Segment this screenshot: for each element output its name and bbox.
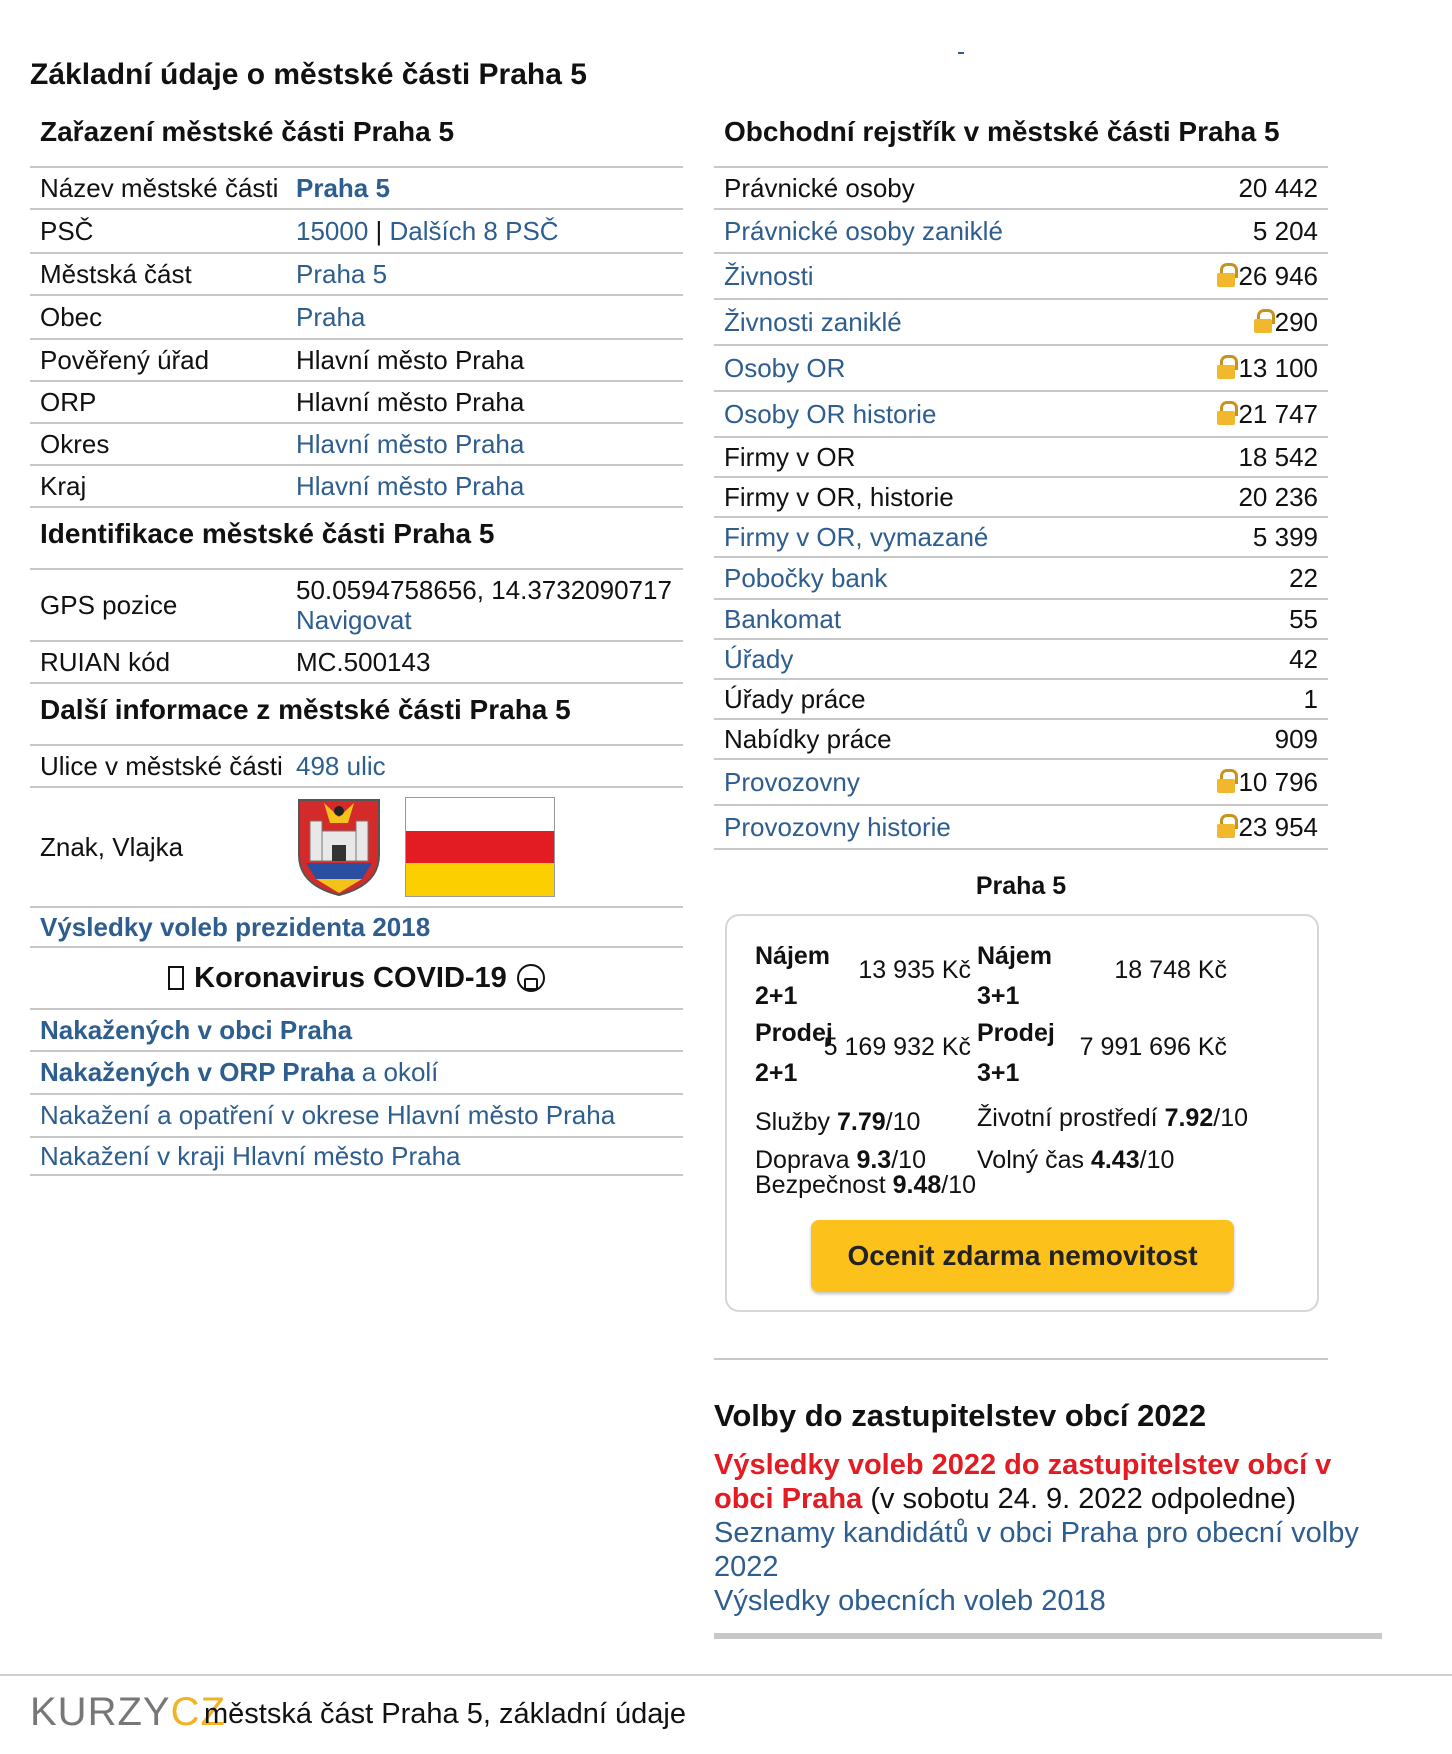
table-row	[30, 380, 683, 422]
separator: |	[368, 215, 390, 246]
registry-label[interactable]: Bankomat	[724, 603, 842, 634]
registry-row	[714, 718, 1328, 758]
volby-2018-link[interactable]: Výsledky obecních voleb 2018	[714, 1585, 1106, 1617]
row-label: Obec	[40, 301, 103, 332]
face-mask-icon	[517, 964, 545, 992]
registry-value	[1238, 482, 1318, 513]
registry-label: Nabídky práce	[724, 723, 892, 754]
covid-link-obec[interactable]: Nakažených v obci Praha	[40, 1014, 353, 1045]
registry-label[interactable]: Pobočky bank	[724, 562, 888, 593]
volby-date-note: (v sobotu 24. 9. 2022 odpoledne)	[862, 1483, 1296, 1515]
registry-value	[1238, 442, 1318, 473]
registry-value	[1275, 724, 1318, 755]
registry-value-text: 10 796	[1238, 766, 1318, 797]
row-label: Název městské části	[40, 172, 279, 203]
link-okres[interactable]: Hlavní město Praha	[296, 428, 525, 459]
footer	[0, 1674, 1452, 1754]
covid-link-orp-bold: Nakažených v ORP Praha	[40, 1057, 355, 1087]
lock-icon	[1216, 355, 1236, 379]
registry-label[interactable]: Živnosti	[724, 260, 814, 291]
lock-icon	[1216, 401, 1236, 425]
lock-icon	[1216, 769, 1236, 793]
registry-row	[714, 678, 1328, 718]
registry-value-text: 5 399	[1252, 521, 1318, 552]
link-dalsi-psc[interactable]: Dalších 8 PSČ	[389, 215, 559, 246]
registry-value	[1253, 522, 1318, 553]
registry-row	[714, 476, 1328, 516]
registry-label[interactable]: Osoby OR historie	[724, 398, 937, 429]
registry-label: Firmy v OR, historie	[724, 481, 954, 512]
registry-value	[1253, 216, 1318, 247]
registry-row	[714, 436, 1328, 476]
list-item	[30, 1050, 683, 1093]
registry-label[interactable]: Živnosti zaniklé	[724, 306, 902, 337]
prodej-21-label: Prodej 2+1	[755, 1019, 833, 1087]
row-label: PSČ	[40, 215, 94, 246]
registry-value	[1253, 307, 1318, 338]
volby-2022-results-link[interactable]: Výsledky voleb 2022 do zastupitelstev obcí v obci Praha	[714, 1449, 1332, 1515]
registry-row	[714, 598, 1328, 638]
left-column	[30, 108, 683, 1176]
table-row	[30, 338, 683, 380]
table-row	[30, 422, 683, 464]
zivotni-prostredi-score: Životní prostředí 7.92/10	[977, 1104, 1249, 1132]
table-row	[30, 294, 683, 338]
row-value: Hlavní město Praha	[296, 344, 525, 375]
bezpecnost-score: Bezpečnost 9.48/10	[755, 1171, 977, 1199]
prodej-31-label: Prodej 3+1	[977, 1019, 1055, 1087]
section-heading-identifikace: Identifikace městské části Praha 5	[30, 506, 683, 568]
registry-value-text: 18 542	[1238, 441, 1318, 472]
registry-value	[1238, 173, 1318, 204]
vysledky-prezident-link[interactable]: Výsledky voleb prezidenta 2018	[40, 911, 431, 942]
real-estate-card	[725, 914, 1319, 1312]
sluzby-score: Služby 7.79/10	[755, 1108, 921, 1136]
row-label: RUIAN kód	[40, 646, 171, 677]
ruian-value: MC.500143	[296, 646, 431, 677]
footer-caption: městská část Praha 5, základní údaje	[204, 1698, 686, 1730]
kurzy-logo: KURZYCZ	[30, 1690, 226, 1734]
registry-label: Úřady práce	[724, 683, 866, 714]
link-nazev[interactable]: Praha 5	[296, 172, 390, 203]
divider	[714, 1358, 1328, 1360]
registry-value-text: 55	[1289, 603, 1318, 634]
list-item	[30, 1136, 683, 1176]
registry-value-text: 26 946	[1238, 260, 1318, 291]
registry-label: Právnické osoby	[724, 172, 915, 203]
lock-icon	[1216, 814, 1236, 838]
section-heading-dalsi: Další informace z městské části Praha 5	[30, 682, 683, 744]
kandidati-link[interactable]: Seznamy kandidátů v obci Praha pro obecní volby 2022	[714, 1517, 1359, 1583]
row-label: GPS pozice	[40, 589, 178, 620]
link-psc[interactable]: 15000	[296, 215, 369, 246]
prodej-21-value: 5 169 932 Kč	[823, 1033, 971, 1061]
table-row	[30, 640, 683, 682]
volny-cas-score: Volný čas 4.43/10	[977, 1146, 1175, 1174]
volby-section	[714, 1398, 1384, 1618]
registry-row	[714, 556, 1328, 598]
row-value: Hlavní město Praha	[296, 386, 525, 417]
ocenit-nemovitost-button[interactable]: Ocenit zdarma nemovitost	[811, 1220, 1234, 1292]
registry-value	[1289, 644, 1318, 675]
registry-value	[1289, 604, 1318, 635]
registry-label[interactable]: Právnické osoby zaniklé	[724, 215, 1003, 246]
registry-table	[714, 166, 1328, 850]
najem-31-label: Nájem 3+1	[977, 942, 1053, 1010]
decorative-mark	[958, 52, 964, 54]
link-obec[interactable]: Praha	[296, 301, 366, 332]
table-row	[30, 568, 683, 640]
registry-value-text: 5 204	[1252, 215, 1318, 246]
registry-value-text: 13 100	[1238, 352, 1318, 383]
link-kraj[interactable]: Hlavní město Praha	[296, 470, 525, 501]
list-item	[30, 1093, 683, 1136]
registry-row	[714, 390, 1328, 436]
registry-value	[1216, 261, 1318, 292]
registry-value-text: 290	[1274, 306, 1318, 337]
row-label: Pověřený úřad	[40, 344, 210, 375]
page-title: Základní údaje o městské části Praha 5	[30, 58, 587, 91]
najem-21-value: 13 935 Kč	[858, 956, 971, 984]
right-column	[714, 108, 1328, 850]
registry-value	[1304, 684, 1318, 715]
registry-label[interactable]: Firmy v OR, vymazané	[724, 521, 989, 552]
registry-label[interactable]: Osoby OR	[724, 352, 846, 383]
divider-bar	[714, 1633, 1382, 1639]
registry-row	[714, 344, 1328, 390]
table-row	[30, 208, 683, 252]
covid-title: Koronavirus COVID-19	[194, 961, 507, 994]
registry-value-text: 22	[1289, 562, 1318, 593]
gps-value: 50.0594758656, 14.3732090717	[296, 575, 672, 605]
lock-icon	[1253, 309, 1273, 333]
section-heading-obchodni-rejstrik: Obchodní rejstřík v městské části Praha 5	[724, 116, 1280, 147]
registry-value-text: 909	[1274, 723, 1318, 754]
volby-results-line	[714, 1448, 1384, 1516]
registry-value	[1216, 767, 1318, 798]
covid-link-orp[interactable]	[40, 1057, 438, 1088]
registry-row	[714, 166, 1328, 208]
registry-row	[714, 298, 1328, 344]
registry-label[interactable]: Provozovny historie	[724, 811, 951, 842]
registry-value-text: 23 954	[1238, 811, 1318, 842]
registry-row	[714, 208, 1328, 252]
registry-label: Firmy v OR	[724, 441, 856, 472]
registry-value	[1216, 812, 1318, 843]
row-label: Znak, Vlajka	[40, 831, 184, 862]
registry-value-text: 20 236	[1238, 481, 1318, 512]
flag-image	[405, 797, 555, 897]
doprava-score: Doprava 9.3/10	[755, 1146, 926, 1174]
lock-icon	[1216, 263, 1236, 287]
link-mestska-cast[interactable]: Praha 5	[296, 258, 388, 289]
covid-link-orp-rest: a okolí	[354, 1057, 439, 1087]
registry-row	[714, 638, 1328, 678]
table-row	[30, 464, 683, 506]
registry-value-text: 20 442	[1238, 172, 1318, 203]
row-label: Ulice v městské části	[40, 750, 283, 781]
registry-value-text: 21 747	[1238, 398, 1318, 429]
volby-heading: Volby do zastupitelstev obcí 2022	[714, 1398, 1207, 1433]
registry-value	[1289, 563, 1318, 594]
registry-row	[714, 252, 1328, 298]
table-row	[30, 166, 683, 208]
list-item	[30, 1008, 683, 1050]
row-label: ORP	[40, 386, 97, 417]
row-label: Městská část	[40, 258, 192, 289]
registry-value-text: 1	[1303, 683, 1318, 714]
table-row	[30, 252, 683, 294]
table-row	[30, 906, 683, 946]
table-row	[30, 744, 683, 786]
card-title: Praha 5	[975, 872, 1067, 900]
registry-row	[714, 758, 1328, 804]
row-label: Okres	[40, 428, 110, 459]
covid-heading	[30, 946, 683, 1008]
registry-row	[714, 516, 1328, 556]
registry-label[interactable]: Provozovny	[724, 766, 860, 797]
link-ulice[interactable]: 498 ulic	[296, 750, 386, 781]
covid-link-okres[interactable]: Nakažení a opatření v okrese Hlavní město Praha	[40, 1100, 616, 1130]
covid-link-kraj[interactable]: Nakažení v kraji Hlavní město Praha	[40, 1140, 461, 1171]
prodej-31-value: 7 991 696 Kč	[1079, 1033, 1227, 1061]
missing-glyph-icon	[168, 966, 184, 990]
registry-row	[714, 804, 1328, 850]
coat-of-arms-image	[296, 797, 382, 897]
table-row	[30, 786, 683, 906]
row-label: Kraj	[40, 470, 87, 501]
najem-31-value: 18 748 Kč	[1114, 956, 1227, 984]
najem-21-label: Nájem 2+1	[755, 942, 831, 1010]
registry-value	[1216, 353, 1318, 384]
section-heading-zarazeni: Zařazení městské části Praha 5	[40, 116, 455, 147]
registry-label[interactable]: Úřady	[724, 643, 794, 674]
registry-value-text: 42	[1289, 643, 1318, 674]
navigovat-link[interactable]: Navigovat	[296, 605, 412, 635]
registry-value	[1216, 399, 1318, 430]
